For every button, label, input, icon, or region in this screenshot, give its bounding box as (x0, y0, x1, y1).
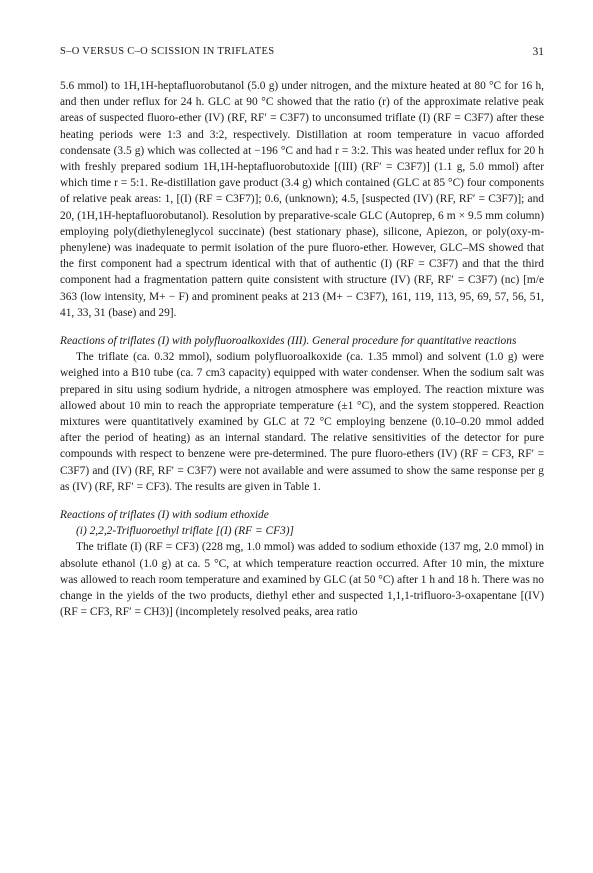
page-body (60, 78, 544, 621)
section-heading-polyfluoroalkoxides: Reactions of triflates (I) with polyfluoroalkoxides (III). General procedure for quantitative reactions (60, 335, 517, 348)
paragraph-continued-experimental: 5.6 mmol) to 1H,1H-heptafluorobutanol (5.0 g) under nitrogen, and the mixture heated at 80 °C for 16 h, and then under reflux for 24 h. GLC at 90 °C showed that the ratio (r) of the approximate relative peak areas of suspected fluoro-ether (IV) (RF, RF′ = C3F7) to unconsumed triflate (I) (RF = C3F7) after these heating periods were 1:3 and 3:2, respectively. Distillation at room temperature in vacuo afforded condensate (3.5 g) which was collected at −196 °C and had r = 3:2. This was heated under reflux for 20 h with freshly prepared sodium 1H,1H-heptafluorobutoxide [(III) (RF′ = C3F7)] (1.1 g, 5.0 mmol) after which time r = 5:1. Re-distillation gave product (3.4 g) which contained (GLC at 85 °C) four components of relative peak areas: 1, [(I) (RF = C3F7)]; 0.6, (unknown); 4.5, [suspected (IV) (RF, RF′ = C3F7)]; and 20, (1H,1H-heptafluorobutanol). Resolution by preparative-scale GLC (Autoprep, 6 m × 9.5 mm column) employing poly(diethyleneglycol succinate) (best stationary phase), silicone, Apiezon, or poly(oxy-m-phenylene) was inadequate to permit isolation of the pure fluoro-ether. However, GLC–MS showed that the first component had a spectrum identical with that of authentic (I) (RF = C3F7) and that the third component had a fragmentation pattern quite consistent with structure (IV) (RF, RF′ = C3F7) (nc) [m/e 363 (low intensity, M+ − F) and prominent peaks at 213 (M+ − C3F7), 161, 119, 113, 95, 69, 57, 56, 51, 41, 33, 31 (base) and 29]. (60, 80, 544, 319)
running-title: S–O VERSUS C–O SCISSION IN TRIFLATES (60, 46, 275, 57)
page-header (60, 46, 544, 62)
paragraph-ethoxide-reaction: The triflate (I) (RF = CF3) (228 mg, 1.0 mmol) was added to sodium ethoxide (137 mg, 2.0 mmol) in absolute ethanol (1.0 g) at ca. 5 °C, at which temperature reaction occurred. After 10 min, the mixture was allowed to reach room temperature and examined by GLC (at 50 °C) after 1 h and 18 h. There was no change in the yields of the two products, diethyl ether and suspected 1,1,1-trifluoro-3-oxapentane [(IV) (RF = CF3, RF′ = CH3)] (incompletely resolved peaks, area ratio (60, 541, 544, 619)
page-number: 31 (532, 46, 544, 58)
paragraph-general-procedure: The triflate (ca. 0.32 mmol), sodium polyfluoroalkoxide (ca. 1.35 mmol) and solvent (1.0 g) were weighed into a B10 tube (ca. 7 cm3 capacity) equipped with water condenser. When the sodium salt was prepared in situ using sodium hydride, a nitrogen atmosphere was employed. The reaction mixture was allowed about 10 min to reach the appropriate temperature (±1 °C), and the system stoppered. Reaction mixtures were quantitatively examined by GLC at 72 °C employing benzene (0.10–0.20 mmol added after the period of heating) as an internal standard. The relative sensitivities of the detector for pure compounds with respect to benzene were pre-determined. The pure fluoro-ethers (IV) (RF = CF3, RF′ = C3F7) and (IV) (RF, RF′ = C3F7) were not available and were assumed to show the same response per g as (IV) (RF, RF′ = CF3). The results are given in Table 1. (60, 351, 544, 493)
section-heading-sodium-ethoxide: Reactions of triflates (I) with sodium ethoxide (60, 509, 269, 522)
subsection-heading-trifluoroethyl-triflate: (i) 2,2,2-Trifluoroethyl triflate [(I) (RF = CF3)] (76, 525, 294, 538)
